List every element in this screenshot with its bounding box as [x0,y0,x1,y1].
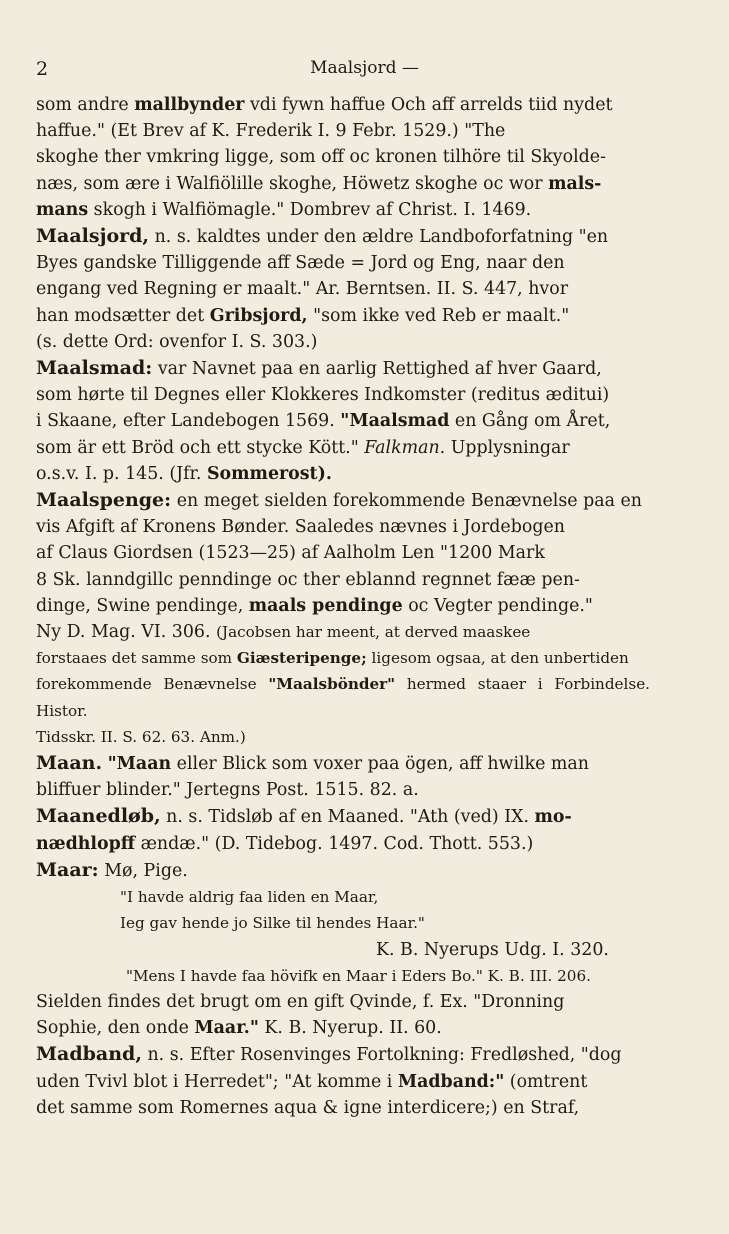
text-line: skoghe ther vmkring ligge, som off oc kronen tilhöre til Skyolde- [36,147,606,168]
headword: Maar: [36,858,99,881]
text-line: Tidsskr. II. S. 62. 63. Anm.) [36,727,246,746]
text-line: o.s.v. I. p. 145. (Jfr. Sommerost). [36,463,332,484]
dictionary-text [36,92,650,1121]
text-line: som andre mallbynder vdi fywn haffue Och aff arrelds tiid nydet [36,95,613,115]
entry-maalsmad: Maalsmad: var Navnet paa en aarlig Rettighed af hver Gaard, [36,357,602,380]
text-line: i Skaane, efter Landebogen 1569. "Maalsmad en Gång om Året, [36,411,611,432]
text-line: mans skogh i Walfiömagle." Dombrev af Christ. I. 1469. [36,199,532,220]
text-line: det samme som Romernes aqua & igne interdicere;) en Straf, [36,1097,580,1118]
text-line: dinge, Swine pendinge, maals pendinge oc Vegter pendinge." [36,595,593,616]
entry-maanedlob: Maanedløb, n. s. Tidsløb af en Maaned. "Ath (ved) IX. mo- [36,805,572,828]
text-line: af Claus Giordsen (1523—25) af Aalholm Len "1200 Mark [36,543,545,564]
text-line: næs, som ære i Walfiölille skoghe, Höwetz skoghe oc wor mals- [36,173,602,194]
text-line: som hørte til Degnes eller Klokkeres Indkomster (reditus æditui) [36,385,610,406]
text-line: uden Tvivl blot i Herredet"; "At komme i Madband:" (omtrent [36,1071,588,1092]
page-number: 2 [36,58,49,80]
headword: Maalspenge: [36,489,172,512]
text-line: Sophie, den onde Maar." K. B. Nyerup. II. 60. [36,1018,442,1039]
text-line: nædhlopff ændæ." (D. Tidebog. 1497. Cod. Thott. 553.) [36,833,534,854]
headword: Madband, [36,1043,142,1066]
entry-maan: Maan. "Maan eller Blick som voxer paa ögen, aff hwilke man [36,752,589,775]
page-header [36,56,693,84]
text-line: forstaaes det samme som Giæsteripenge; ligesom ogsaa, at den unbertiden [36,649,629,668]
headword: Maalsmad: [36,357,153,380]
text-line: Byes gandske Tilliggende aff Sæde = Jord og Eng, naar den [36,253,565,274]
headword: Maalsjord, [36,225,150,248]
text-line: 8 Sk. lanndgillc penndinge oc ther eblannd regnnet fææ pen- [36,569,580,590]
text-line: Sielden findes det brugt om en gift Qvinde, f. Ex. "Dronning [36,991,565,1012]
text-line: engang ved Regning er maalt." Ar. Berntsen. II. S. 447, hvor [36,279,569,300]
verse-line: "Mens I havde faa hövifk en Maar i Eders Bo." K. B. III. 206. [126,966,591,985]
headword: Maan. [36,752,103,775]
source-citation: K. B. Nyerups Udg. I. 320. [376,939,609,960]
text-line: forekommende Benævnelse "Maalsbönder" hermed staaer i Forbindelse. Histor. [36,675,651,720]
entry-maalspenge: Maalspenge: en meget sielden forekommende Benævnelse paa en [36,489,642,512]
running-head: Maalsjord — [310,58,419,78]
text-line: (s. dette Ord: ovenfor I. S. 303.) [36,331,318,352]
text-line: som är ett Bröd och ett stycke Kött." Falkman. Upplysningar [36,437,570,458]
verse-line: "I havde aldrig faa liden en Maar, [120,888,379,907]
headword: Maanedløb, [36,805,161,828]
entry-maalsjord: Maalsjord, n. s. kaldtes under den ældre Landboforfatning "en [36,225,609,248]
text-line: Ny D. Mag. VI. 306. (Jacobsen har meent, at derved maaskee [36,622,531,643]
entry-madband: Madband, n. s. Efter Rosenvinges Fortolkning: Fredløshed, "dog [36,1043,622,1066]
verse-line: Ieg gav hende jo Silke til hendes Haar." [120,914,425,933]
text-line: haffue." (Et Brev af K. Frederik I. 9 Febr. 1529.) "The [36,121,506,142]
text-line: han modsætter det Gribsjord, "som ikke ved Reb er maalt." [36,305,570,326]
entry-maar: Maar: Mø, Pige. [36,858,188,881]
text-line: vis Afgift af Kronens Bønder. Saaledes nævnes i Jordebogen [36,517,565,538]
text-line: bliffuer blinder." Jertegns Post. 1515. 82. a. [36,780,419,801]
